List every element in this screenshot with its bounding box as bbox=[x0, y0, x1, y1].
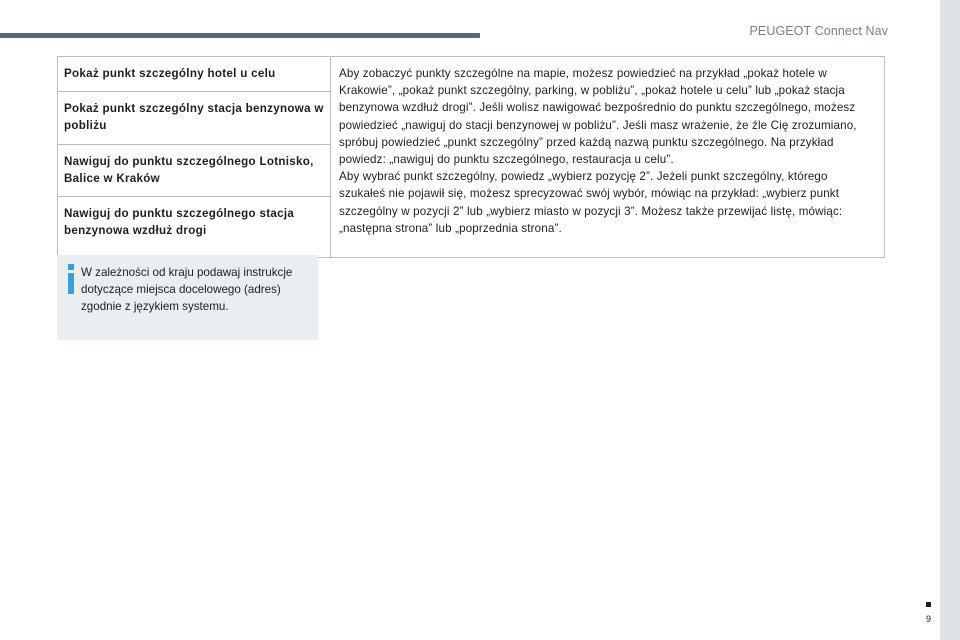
page-marker bbox=[926, 602, 931, 607]
side-band bbox=[940, 0, 960, 640]
command-cell: Pokaż punkt szczególny hotel u celu bbox=[58, 57, 331, 92]
info-text: W zależności od kraju podawaj instrukcje dotyczące miejsca docelowego (adres) zgodnie z językiem systemu. bbox=[81, 266, 293, 313]
command-cell: Nawiguj do punktu szczególnego stacja benzynowa wzdłuż drogi bbox=[58, 197, 331, 258]
description-line: benzynowa wzdłuż drogi”. Jeśli wolisz nawigować bezpośrednio do punktu szczególnego, możesz bbox=[339, 101, 856, 115]
page-number: 9 bbox=[925, 614, 931, 624]
description-line: „następna strona” lub „poprzednia strona”. bbox=[339, 221, 562, 235]
description-line: spróbuj powiedzieć „punkt szczególny” przed każdą nazwą punktu szczególnego. Na przykład bbox=[339, 135, 834, 149]
description-line: powiedz: „nawiguj do punktu szczególnego, restauracja u celu”. bbox=[339, 153, 674, 167]
description-line: Aby zobaczyć punkty szczególne na mapie, możesz powiedzieć na przykład „pokaż hotele w bbox=[339, 67, 827, 80]
header-rule bbox=[0, 33, 480, 38]
description-line: powiedzieć „nawiguj do stacji benzynowej w pobliżu”. Jeśli masz wrażenie, że źle Cię zrozumiano, bbox=[339, 118, 857, 132]
table-row bbox=[58, 57, 885, 92]
header-title: PEUGEOT Connect Nav bbox=[749, 24, 888, 38]
description-cell bbox=[331, 57, 885, 258]
description-line: szczególny w pozycji 2” lub „wybierz miasto w pozycji 3”. Możesz także przewijać listę, mówiąc: bbox=[339, 204, 843, 218]
description-line: szukałeś nie pojawił się, możesz sprecyzować swój wybór, mówiąc na przykład: „wybierz punkt bbox=[339, 187, 840, 201]
info-icon bbox=[65, 264, 77, 294]
voice-commands-table bbox=[57, 56, 885, 258]
info-note bbox=[57, 255, 318, 340]
command-cell: Pokaż punkt szczególny stacja benzynowa w pobliżu bbox=[58, 92, 331, 144]
description-line: Aby wybrać punkt szczególny, powiedz „wybierz pozycję 2”. Jeżeli punkt szczególny, którego bbox=[339, 170, 828, 184]
command-cell: Nawiguj do punktu szczególnego Lotnisko, Balice w Kraków bbox=[58, 144, 331, 196]
description-line: Krakowie”, „pokaż punkt szczególny, parking, w pobliżu”, „pokaż hotele u celu” lub „pokaż stacja bbox=[339, 84, 845, 98]
